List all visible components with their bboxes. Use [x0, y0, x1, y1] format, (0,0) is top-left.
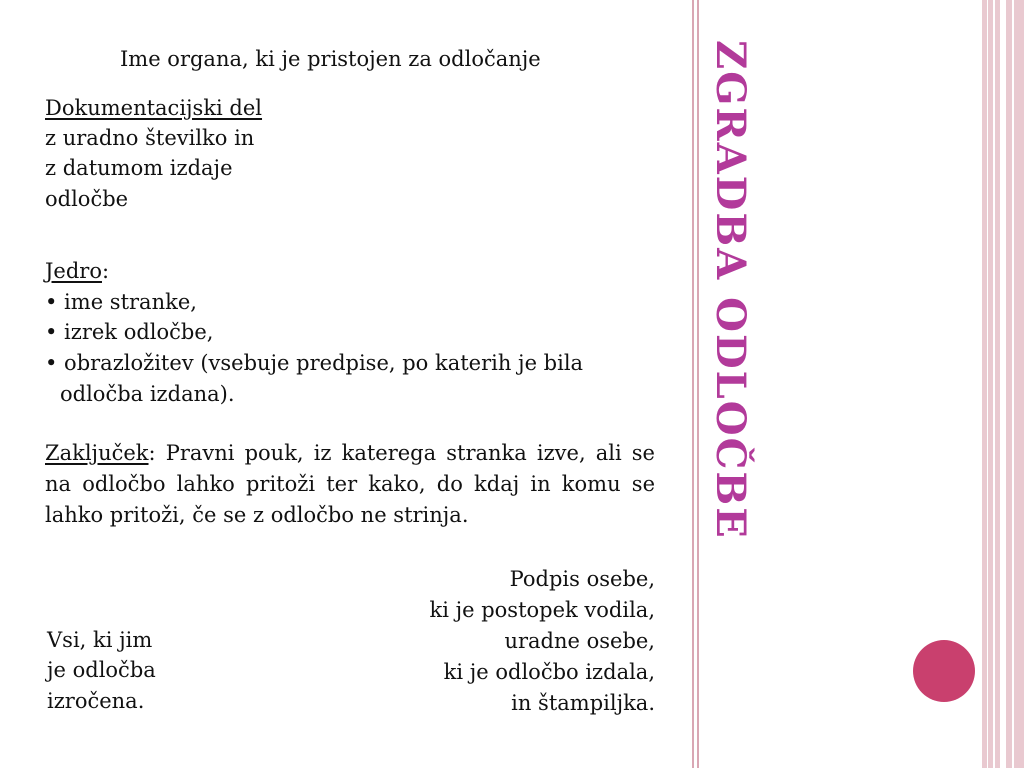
documentary-heading: Dokumentacijski del: [45, 96, 263, 120]
documentary-line: z uradno številko in: [45, 126, 255, 150]
decor-stripe-line: [993, 0, 995, 768]
signature-line: ki je postopek vodila,: [429, 598, 655, 622]
conclusion-heading: Zaključek: [45, 441, 149, 465]
documentary-line: z datumom izdaje: [45, 156, 233, 180]
conclusion-text: : Pravni pouk, iz katerega stranka izve, ali se na odločbo lahko pritoži ter kako, do kdaj in komu se lahko pritoži, če se z odločbo ne strinja.: [45, 441, 655, 527]
divider-line-2: [697, 0, 699, 768]
signature-line: ki je odločbo izdala,: [443, 660, 655, 684]
slide-title: ZGRADBA ODLOČBE: [707, 40, 754, 540]
core-item: • izrek odločbe,: [45, 320, 214, 344]
signature-block: [429, 564, 655, 719]
documentary-line: odločbe: [45, 187, 129, 211]
signature-line: uradne osebe,: [504, 629, 655, 653]
signature-line: in štampiljka.: [511, 691, 655, 715]
core-heading-row: [45, 256, 109, 286]
recipients-line: Vsi, ki jim: [47, 628, 153, 652]
core-heading: Jedro: [45, 259, 102, 283]
core-colon: :: [101, 259, 110, 283]
divider-line: [692, 0, 694, 768]
core-item: • ime stranke,: [45, 290, 197, 314]
decor-stripe-line: [987, 0, 988, 768]
core-item-continuation: odločba izdana).: [60, 382, 235, 406]
decor-circle: [913, 640, 975, 702]
core-item: • obrazložitev (vsebuje predpise, po katerih je bila: [45, 351, 584, 375]
decor-stripe-line: [1012, 0, 1014, 768]
slide-title-container: [707, 40, 767, 560]
recipients-line: izročena.: [47, 689, 145, 713]
recipients-line: je odločba: [47, 658, 156, 682]
conclusion-paragraph: [45, 438, 655, 531]
organ-name: Ime organa, ki je pristojen za odločanje: [120, 47, 541, 71]
decor-stripe-line: [1000, 0, 1006, 768]
signature-line: Podpis osebe,: [509, 567, 655, 591]
